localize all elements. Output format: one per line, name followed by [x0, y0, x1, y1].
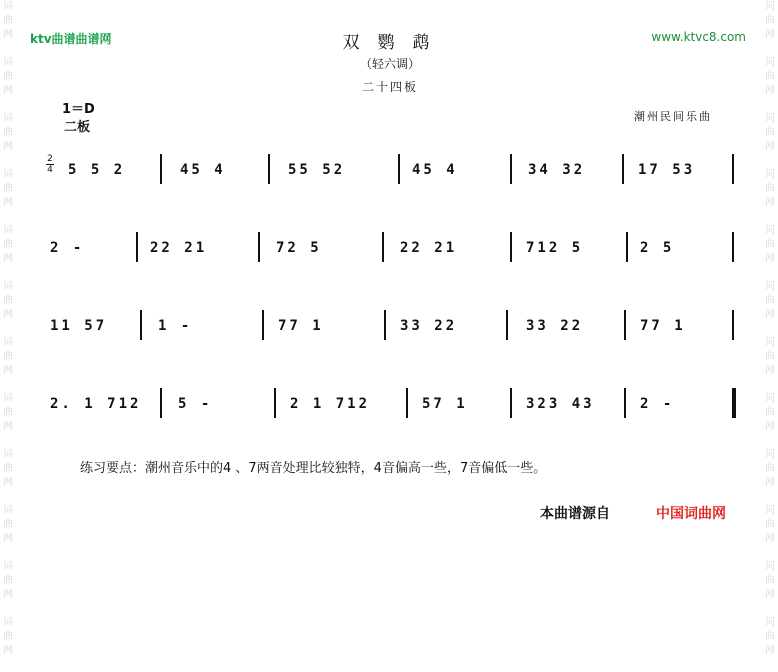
watermark-char: 曲	[765, 575, 775, 586]
watermark-char: 网	[765, 477, 775, 488]
watermark-char: 网	[3, 421, 13, 432]
watermark-char: 曲	[3, 183, 13, 194]
watermark-char: 网	[3, 645, 13, 656]
watermark-gap	[1, 98, 15, 112]
watermark-char: 词	[3, 281, 13, 292]
watermark-char: 网	[765, 589, 775, 600]
watermark-gap	[763, 266, 777, 280]
watermark-char: 词	[3, 617, 13, 628]
barline	[626, 232, 628, 262]
watermark-char: 词	[765, 505, 775, 516]
watermark-char: 词	[765, 561, 775, 572]
score-measure: 2 5	[640, 240, 675, 256]
source-label: 本曲谱源自	[540, 506, 610, 522]
score-measure: 34 32	[528, 162, 586, 178]
watermark-char: 网	[3, 477, 13, 488]
barline	[136, 232, 138, 262]
watermark-gap	[763, 210, 777, 224]
barline	[382, 232, 384, 262]
watermark-char: 曲	[3, 127, 13, 138]
watermark-char: 词	[765, 1, 775, 12]
barline	[258, 232, 260, 262]
watermark-char: 网	[765, 365, 775, 376]
watermark-gap	[1, 658, 15, 672]
watermark-gap	[763, 546, 777, 560]
barline	[510, 232, 512, 262]
watermark-gap	[1, 266, 15, 280]
watermark-char: 词	[765, 393, 775, 404]
time-signature-bottom: 4	[47, 165, 53, 175]
score-measure: 22 21	[400, 240, 458, 256]
song-subtitle: （轻六调）	[359, 57, 420, 71]
watermark-char: 网	[765, 29, 775, 40]
barline	[140, 310, 142, 340]
watermark-gap	[763, 434, 777, 448]
brand-left[interactable]: ktv曲谱曲谱网	[30, 32, 112, 46]
watermark-char: 词	[765, 169, 775, 180]
watermark-char: 词	[3, 225, 13, 236]
watermark-char: 曲	[765, 463, 775, 474]
practice-note: 练习要点：潮州音乐中的4 、7两音处理比较独特，4音偏高一些，7音偏低一些。	[80, 461, 547, 476]
score-measure: 72 5	[276, 240, 322, 256]
watermark-gap	[1, 378, 15, 392]
watermark-char: 网	[765, 85, 775, 96]
watermark-right	[763, 0, 777, 656]
watermark-left	[1, 0, 15, 656]
score-line	[40, 150, 740, 190]
source-site-link[interactable]: 中国词曲网	[656, 506, 726, 522]
score-line	[40, 306, 740, 346]
watermark-char: 曲	[3, 71, 13, 82]
watermark-char: 曲	[3, 631, 13, 642]
watermark-char: 网	[3, 253, 13, 264]
barline	[160, 388, 162, 418]
watermark-char: 曲	[3, 295, 13, 306]
watermark-char: 词	[765, 337, 775, 348]
score-measure: 2 -	[50, 240, 85, 256]
watermark-char: 网	[3, 589, 13, 600]
watermark-gap	[1, 602, 15, 616]
watermark-gap	[1, 546, 15, 560]
watermark-char: 网	[765, 253, 775, 264]
score-measure: 712 5	[526, 240, 584, 256]
score-measure: 323 43	[526, 396, 595, 412]
key-signature: 1＝D	[62, 102, 95, 117]
watermark-char: 网	[3, 29, 13, 40]
watermark-gap	[763, 98, 777, 112]
watermark-char: 词	[3, 393, 13, 404]
score-measure: 45 4	[412, 162, 458, 178]
final-barline	[732, 388, 736, 418]
barline	[398, 154, 400, 184]
watermark-char: 网	[765, 141, 775, 152]
watermark-char: 曲	[765, 351, 775, 362]
barline	[510, 154, 512, 184]
watermark-char: 网	[765, 309, 775, 320]
watermark-char: 词	[765, 225, 775, 236]
watermark-char: 曲	[3, 239, 13, 250]
barline	[732, 154, 734, 184]
barline	[624, 388, 626, 418]
time-signature-top: 2	[47, 154, 53, 164]
score-measure: 1 -	[158, 318, 193, 334]
barline	[268, 154, 270, 184]
watermark-char: 网	[3, 197, 13, 208]
score-measure: 11 57	[50, 318, 108, 334]
barline	[622, 154, 624, 184]
watermark-char: 词	[765, 281, 775, 292]
barline	[262, 310, 264, 340]
score-measure: 2. 1 712	[50, 396, 142, 412]
watermark-char: 词	[765, 449, 775, 460]
watermark-char: 词	[765, 617, 775, 628]
barline	[732, 232, 734, 262]
barline	[624, 310, 626, 340]
watermark-char: 曲	[765, 631, 775, 642]
barline	[510, 388, 512, 418]
score-measure: 17 53	[638, 162, 696, 178]
score-measure: 5 5 2	[68, 162, 126, 178]
composer-credit: 潮州民间乐曲	[634, 110, 712, 123]
watermark-gap	[1, 210, 15, 224]
score-measure: 55 52	[288, 162, 346, 178]
barline	[732, 310, 734, 340]
watermark-char: 曲	[3, 575, 13, 586]
watermark-char: 曲	[765, 239, 775, 250]
watermark-char: 曲	[765, 71, 775, 82]
watermark-char: 词	[765, 113, 775, 124]
watermark-char: 网	[3, 309, 13, 320]
watermark-gap	[1, 154, 15, 168]
watermark-char: 曲	[765, 295, 775, 306]
brand-right[interactable]: www.ktvc8.com	[651, 30, 746, 44]
watermark-char: 曲	[3, 463, 13, 474]
watermark-gap	[763, 490, 777, 504]
barline	[406, 388, 408, 418]
watermark-gap	[1, 42, 15, 56]
score-measure: 5 -	[178, 396, 213, 412]
barline	[384, 310, 386, 340]
watermark-char: 词	[3, 337, 13, 348]
score-measure: 77 1	[640, 318, 686, 334]
barline	[160, 154, 162, 184]
score-measure: 22 21	[150, 240, 208, 256]
watermark-char: 曲	[765, 407, 775, 418]
watermark-char: 网	[765, 421, 775, 432]
watermark-char: 曲	[3, 407, 13, 418]
watermark-char: 词	[3, 449, 13, 460]
watermark-char: 网	[765, 197, 775, 208]
barline	[274, 388, 276, 418]
watermark-gap	[763, 602, 777, 616]
watermark-char: 网	[3, 85, 13, 96]
watermark-char: 词	[3, 561, 13, 572]
score-measure: 77 1	[278, 318, 324, 334]
watermark-char: 词	[3, 505, 13, 516]
score-line	[40, 228, 740, 268]
watermark-char: 曲	[3, 351, 13, 362]
watermark-gap	[763, 154, 777, 168]
song-title: 双鹦鹉	[342, 33, 448, 53]
watermark-char: 曲	[765, 15, 775, 26]
watermark-char: 曲	[3, 519, 13, 530]
watermark-char: 网	[3, 141, 13, 152]
watermark-char: 网	[765, 533, 775, 544]
watermark-char: 词	[3, 57, 13, 68]
watermark-gap	[763, 378, 777, 392]
score-measure: 45 4	[180, 162, 226, 178]
watermark-char: 词	[765, 57, 775, 68]
watermark-gap	[1, 490, 15, 504]
watermark-char: 词	[3, 1, 13, 12]
watermark-char: 曲	[765, 183, 775, 194]
watermark-gap	[763, 658, 777, 672]
watermark-char: 曲	[765, 519, 775, 530]
watermark-gap	[1, 322, 15, 336]
watermark-char: 网	[3, 533, 13, 544]
score-measure: 57 1	[422, 396, 468, 412]
score-measure: 2 -	[640, 396, 675, 412]
watermark-char: 词	[3, 113, 13, 124]
score-measure: 33 22	[400, 318, 458, 334]
watermark-char: 网	[765, 645, 775, 656]
score-line	[40, 384, 740, 424]
score-measure: 2 1 712	[290, 396, 371, 412]
watermark-char: 词	[3, 169, 13, 180]
watermark-char: 曲	[765, 127, 775, 138]
watermark-char: 曲	[3, 15, 13, 26]
song-beat-count: 二十四板	[361, 80, 418, 94]
watermark-gap	[1, 434, 15, 448]
score-measure: 33 22	[526, 318, 584, 334]
watermark-gap	[763, 322, 777, 336]
barline	[506, 310, 508, 340]
meter-label: 二板	[64, 120, 91, 135]
watermark-gap	[763, 42, 777, 56]
watermark-char: 网	[3, 365, 13, 376]
